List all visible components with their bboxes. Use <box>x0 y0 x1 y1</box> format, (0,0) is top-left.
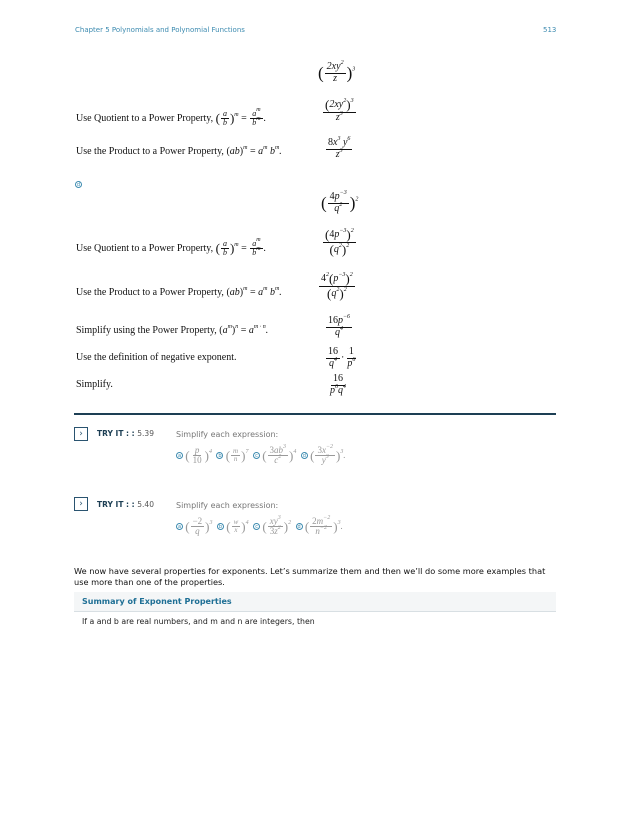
math-d-3: $\frac{16p^{-6}}{q^4}$ <box>328 314 351 338</box>
try-it-expand-button[interactable]: › <box>74 427 88 441</box>
step-d-3: Simplify using the Power Property, $(a^m)^n = a^{m \cdot n}$. <box>76 324 269 336</box>
math-d-5: $\frac{16}{p^6q^4}$ <box>330 373 346 396</box>
try-it-expand-button[interactable]: › <box>74 497 88 511</box>
step-d-4: Use the definition of negative exponent. <box>76 352 237 363</box>
math-d-2: $\frac{4^2(p^{-3})^2}{(q^2)^2}$ <box>321 271 353 301</box>
step-d-1: Use Quotient to a Power Property, ( $\frac{a}{b}$ )$^m$ = $\frac{a^m}{b^m}$ . <box>76 237 267 258</box>
summary-header <box>74 592 556 612</box>
math-d-1: $\frac{(4p^{-3})^2}{(q^2)^2}$ <box>325 227 354 257</box>
try-it-label: TRY IT : : 5.40 <box>97 500 154 509</box>
try-it-label: TRY IT : : 5.39 <box>97 429 154 438</box>
math-d-start: ( $\frac{4p^{-3}}{q^2}$ )$^2$ <box>321 190 359 214</box>
page-number: 513 <box>543 26 557 34</box>
step-d-2: Use the Product to a Power Property, $(ab)^m = a^m$ $b^m$. <box>76 286 282 298</box>
section-divider <box>74 413 556 415</box>
part-d-marker <box>75 176 82 194</box>
step-c-2: Use the Product to a Power Property, $(ab)^m = a^m$ $b^m$. <box>76 145 282 157</box>
math-c-2: $\frac{8x^3 y^6}{z^3}$ <box>328 136 351 160</box>
try-it-prompt: Simplify each expression: <box>176 430 279 439</box>
step-c-1: Use Quotient to a Power Property, ( $\frac{a}{b}$ )$^m$ = $\frac{a^m}{b^m}$ . <box>76 107 267 128</box>
chapter-title: Chapter 5 Polynomials and Polynomial Functions <box>75 26 245 34</box>
summary-intro-paragraph: We now have several properties for exponents. Let’s summarize them and then we’ll do some more examples that use more than one of the properties. <box>74 566 546 587</box>
math-d-4: $\frac{16}{q^4}$ · $\frac{1}{p^6}$ <box>328 346 356 369</box>
math-c-1: $\frac{(2xy^2)^3}{z^3}$ <box>325 97 354 123</box>
math-c-start: ( $\frac{2xy^2}{z}$ )$^3$ <box>318 60 356 84</box>
try-it-expressions: a ( $\frac{p}{10}$ )$^4$ b ( $\frac{m}{n}$ )$^7$ c ( $\frac{3ab^3}{c^2}$ )$^4$ d ( $\frac{3x^{-2}}{y^3}$ )$^3$. <box>177 444 346 466</box>
summary-title: Summary of Exponent Properties <box>82 597 232 606</box>
try-it-prompt: Simplify each expression: <box>176 501 279 510</box>
try-it-expressions: a ( $\frac{-2}{q}$ )$^3$ b ( $\frac{w}{x}$ )$^4$ c ( $\frac{xy^3}{3z^2}$ )$^2$ d ( $\frac{2m^{-2}}{n^{-2}}$ )$^3$. <box>177 515 343 537</box>
part-d-label: d <box>76 182 81 189</box>
step-d-5: Simplify. <box>76 379 113 390</box>
summary-condition: If a and b are real numbers, and m and n are integers, then <box>82 617 315 626</box>
